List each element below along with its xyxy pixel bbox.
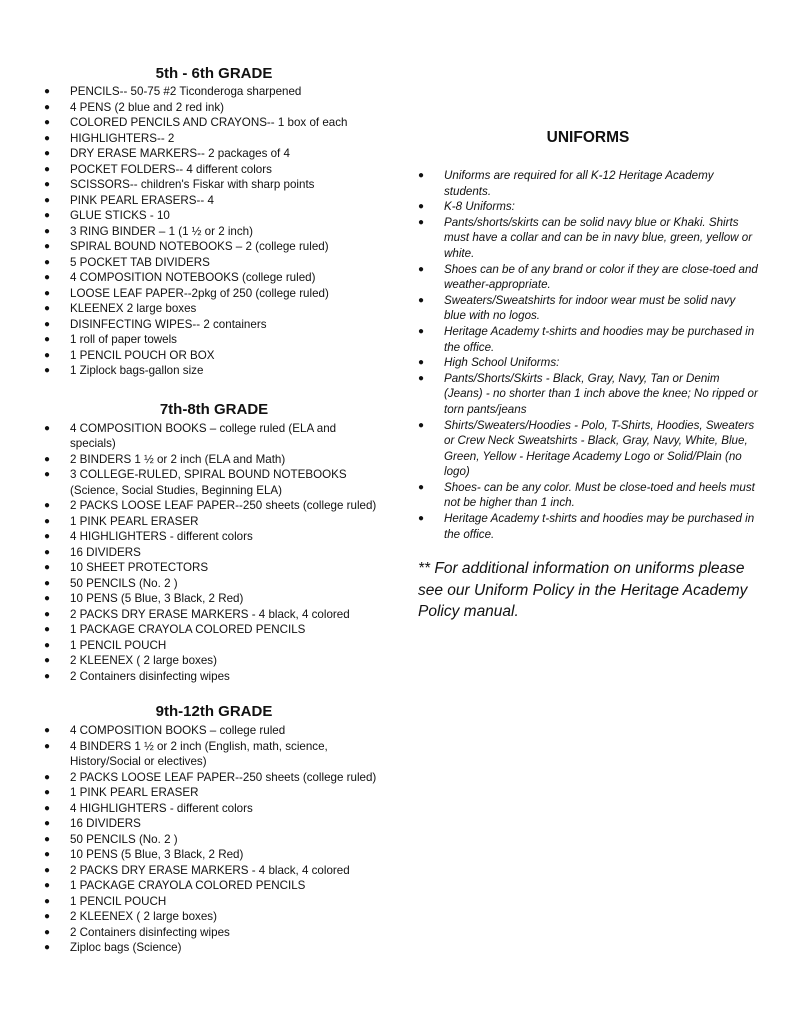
section-title: UNIFORMS — [546, 129, 630, 146]
list-item: ● LOOSE LEAF PAPER--2pkg of 250 (college ruled) — [44, 286, 384, 302]
list-item: ● Shoes can be of any brand or color if they are close-toed and weather-appropriate. — [418, 262, 758, 293]
list-item: ● PENCILS-- 50-75 #2 Ticonderoga sharpened — [44, 84, 384, 100]
list-item: ● 16 DIVIDERS — [44, 545, 384, 561]
list-item: ● 4 BINDERS 1 ½ or 2 inch (English, math, science, History/Social or electives) — [44, 739, 384, 770]
list-item: ● 1 PINK PEARL ERASER — [44, 514, 384, 530]
list-item: ● 50 PENCILS (No. 2 ) — [44, 832, 384, 848]
list-item: ● 10 PENS (5 Blue, 3 Black, 2 Red) — [44, 847, 384, 863]
list-item: ● 10 PENS (5 Blue, 3 Black, 2 Red) — [44, 591, 384, 607]
list-item: ● 2 PACKS LOOSE LEAF PAPER--250 sheets (college ruled) — [44, 770, 384, 786]
list-item: ● 1 PACKAGE CRAYOLA COLORED PENCILS — [44, 878, 384, 894]
list-item: ● 1 PENCIL POUCH — [44, 894, 384, 910]
section-7th-8th — [44, 400, 384, 685]
list-item: ● 3 RING BINDER – 1 (1 ½ or 2 inch) — [44, 224, 384, 240]
list-item: ● K-8 Uniforms: — [418, 199, 758, 215]
list-item: ● HIGHLIGHTERS-- 2 — [44, 131, 384, 147]
list-item: ● SCISSORS-- children's Fiskar with sharp points — [44, 177, 384, 193]
list-item: ● DRY ERASE MARKERS-- 2 packages of 4 — [44, 146, 384, 162]
list-item: ● 4 PENS (2 blue and 2 red ink) — [44, 100, 384, 116]
list-item: ● Heritage Academy t-shirts and hoodies may be purchased in the office. — [418, 324, 758, 355]
list-item: ● 2 BINDERS 1 ½ or 2 inch (ELA and Math) — [44, 452, 384, 468]
list-item: ● 2 Containers disinfecting wipes — [44, 669, 384, 685]
list-item: ● COLORED PENCILS AND CRAYONS-- 1 box of each — [44, 115, 384, 131]
list-item: ● Shirts/Sweaters/Hoodies - Polo, T-Shirts, Hoodies, Sweaters or Crew Neck Sweatshirts - Black, Gray, Navy, White, Blue, Green, Yellow - Heritage Academy Logo or Solid/Plain (no logo) — [418, 418, 758, 480]
list-item: ● POCKET FOLDERS-- 4 different colors — [44, 162, 384, 178]
list-item: ● SPIRAL BOUND NOTEBOOKS – 2 (college ruled) — [44, 239, 384, 255]
list-item: ● Sweaters/Sweatshirts for indoor wear must be solid navy blue with no logos. — [418, 293, 758, 324]
section-title: 7th-8th GRADE — [159, 400, 269, 418]
list-item: ● DISINFECTING WIPES-- 2 containers — [44, 317, 384, 333]
section-9th-12th — [44, 702, 384, 956]
section-5th-6th — [44, 64, 384, 379]
supply-list — [44, 723, 384, 956]
section-title: 5th - 6th GRADE — [155, 65, 273, 82]
list-item: ● 2 KLEENEX ( 2 large boxes) — [44, 653, 384, 669]
list-item: ● Uniforms are required for all K-12 Heritage Academy students. — [418, 168, 758, 199]
list-item: ● Ziploc bags (Science) — [44, 940, 384, 956]
list-item: ● 1 PENCIL POUCH OR BOX — [44, 348, 384, 364]
supply-list — [44, 421, 384, 685]
list-item: ● 2 PACKS DRY ERASE MARKERS - 4 black, 4 colored — [44, 863, 384, 879]
list-item: ● 1 PENCIL POUCH — [44, 638, 384, 654]
list-item: ● 50 PENCILS (No. 2 ) — [44, 576, 384, 592]
list-item: ● 3 COLLEGE-RULED, SPIRAL BOUND NOTEBOOKS (Science, Social Studies, Beginning ELA) — [44, 467, 384, 498]
list-item: ● 4 COMPOSITION BOOKS – college ruled — [44, 723, 384, 739]
list-item: ● PINK PEARL ERASERS-- 4 — [44, 193, 384, 209]
uniforms-section — [418, 128, 758, 623]
list-item: ● 10 SHEET PROTECTORS — [44, 560, 384, 576]
list-item: ● Shoes- can be any color. Must be close-toed and heels must not be higher than 1 inch. — [418, 480, 758, 511]
list-item: ● High School Uniforms: — [418, 355, 758, 371]
list-item: ● 4 COMPOSITION NOTEBOOKS (college ruled) — [44, 270, 384, 286]
list-item: ● 2 KLEENEX ( 2 large boxes) — [44, 909, 384, 925]
list-item: ● 2 PACKS DRY ERASE MARKERS - 4 black, 4 colored — [44, 607, 384, 623]
list-item: ● Pants/shorts/skirts can be solid navy blue or Khaki. Shirts must have a collar and can be in navy blue, green, yellow or white. — [418, 215, 758, 262]
list-item: ● Heritage Academy t-shirts and hoodies may be purchased in the office. — [418, 511, 758, 542]
list-item: ● Pants/Shorts/Skirts - Black, Gray, Navy, Tan or Denim (Jeans) - no shorter than 1 inch above the knee; No ripped or torn pants/jeans — [418, 371, 758, 418]
list-item: ● 2 Containers disinfecting wipes — [44, 925, 384, 941]
list-item: ● 4 HIGHLIGHTERS - different colors — [44, 801, 384, 817]
uniform-list — [418, 168, 758, 542]
supply-list — [44, 84, 384, 379]
section-title: 9th-12th GRADE — [155, 703, 273, 720]
list-item: ● 16 DIVIDERS — [44, 816, 384, 832]
list-item: ● 1 roll of paper towels — [44, 332, 384, 348]
supply-lists — [44, 64, 384, 956]
list-item: ● 2 PACKS LOOSE LEAF PAPER--250 sheets (college ruled) — [44, 498, 384, 514]
list-item: ● 1 PINK PEARL ERASER — [44, 785, 384, 801]
list-item: ● GLUE STICKS - 10 — [44, 208, 384, 224]
uniform-policy-note: ** For additional information on uniforms please see our Uniform Policy in the Heritage Academy Policy manual. — [418, 560, 748, 621]
list-item: ● 1 Ziplock bags-gallon size — [44, 363, 384, 379]
list-item: ● 1 PACKAGE CRAYOLA COLORED PENCILS — [44, 622, 384, 638]
list-item: ● KLEENEX 2 large boxes — [44, 301, 384, 317]
list-item: ● 5 POCKET TAB DIVIDERS — [44, 255, 384, 271]
list-item: ● 4 HIGHLIGHTERS - different colors — [44, 529, 384, 545]
list-item: ● 4 COMPOSITION BOOKS – college ruled (ELA and specials) — [44, 421, 384, 452]
